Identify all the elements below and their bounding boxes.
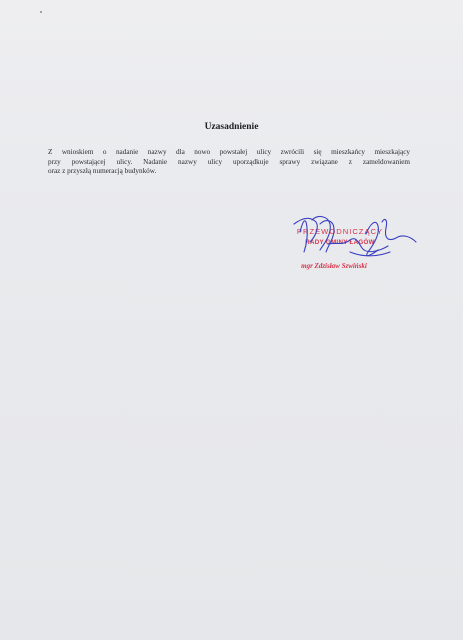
handwritten-signature [270,212,430,292]
paragraph-line: oraz z przyszłą numeracją budynków. [48,167,157,176]
stamp-signatory: mgr Zdzisław Szwiński [301,262,367,270]
scan-speck [40,11,42,13]
justification-paragraph [48,148,410,177]
paragraph-line: przy powstającej ulicy. Nadanie nazwy ulicy uporządkuje sprawy związane z zameldowaniem [48,157,410,166]
official-stamp [270,212,430,292]
stamp-organization: RADY GMINY ŁAGÓW [305,239,375,246]
paragraph-line: Z wnioskiem o nadanie nazwy dla nowo powstałej ulicy zwrócili się mieszkańcy mieszkający [48,148,410,156]
stamp-title: PRZEWODNICZĄCY [296,227,384,236]
document-heading: Uzasadnienie [204,122,259,132]
